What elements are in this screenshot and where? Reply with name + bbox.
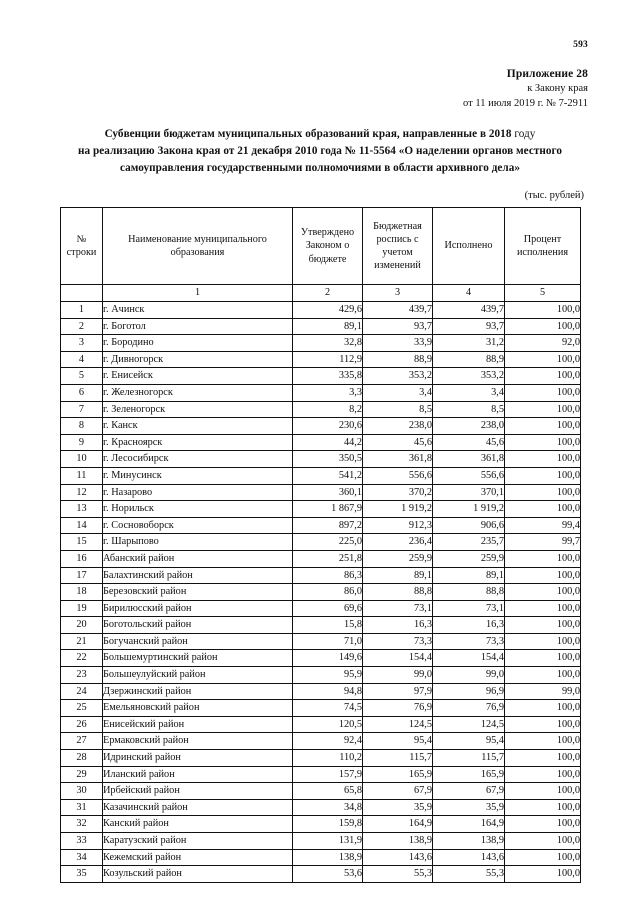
schedule-amount: 115,7 bbox=[363, 750, 433, 767]
percent-executed: 100,0 bbox=[505, 550, 581, 567]
row-number: 10 bbox=[61, 451, 103, 468]
municipality-name: Березовский район bbox=[103, 584, 293, 601]
colnum-2: 2 bbox=[293, 285, 363, 302]
municipality-name: Большеулуйский район bbox=[103, 667, 293, 684]
municipality-name: г. Канск bbox=[103, 418, 293, 435]
municipality-name: Ирбейский район bbox=[103, 783, 293, 800]
schedule-amount: 165,9 bbox=[363, 766, 433, 783]
executed-amount: 55,3 bbox=[433, 866, 505, 883]
table-row bbox=[61, 302, 581, 319]
approved-amount: 34,8 bbox=[293, 799, 363, 816]
header-schedule-l3: учетом bbox=[382, 247, 413, 258]
schedule-amount: 1 919,2 bbox=[363, 501, 433, 518]
municipality-name: г. Дивногорск bbox=[103, 351, 293, 368]
approved-amount: 225,0 bbox=[293, 534, 363, 551]
header-row bbox=[61, 208, 581, 285]
table-row bbox=[61, 401, 581, 418]
schedule-amount: 89,1 bbox=[363, 567, 433, 584]
approved-amount: 92,4 bbox=[293, 733, 363, 750]
table-row bbox=[61, 418, 581, 435]
row-number: 12 bbox=[61, 484, 103, 501]
executed-amount: 556,6 bbox=[433, 467, 505, 484]
executed-amount: 124,5 bbox=[433, 716, 505, 733]
row-number: 21 bbox=[61, 633, 103, 650]
table-row bbox=[61, 716, 581, 733]
percent-executed: 100,0 bbox=[505, 318, 581, 335]
schedule-amount: 370,2 bbox=[363, 484, 433, 501]
table-row bbox=[61, 600, 581, 617]
row-number: 5 bbox=[61, 368, 103, 385]
table-row bbox=[61, 816, 581, 833]
executed-amount: 259,9 bbox=[433, 550, 505, 567]
header-row-number bbox=[61, 208, 103, 285]
executed-amount: 370,1 bbox=[433, 484, 505, 501]
row-number: 32 bbox=[61, 816, 103, 833]
header-budget-schedule bbox=[363, 208, 433, 285]
schedule-amount: 16,3 bbox=[363, 617, 433, 634]
schedule-amount: 361,8 bbox=[363, 451, 433, 468]
table-row bbox=[61, 750, 581, 767]
header-municipality-name bbox=[103, 208, 293, 285]
row-number: 30 bbox=[61, 783, 103, 800]
schedule-amount: 97,9 bbox=[363, 683, 433, 700]
approved-amount: 251,8 bbox=[293, 550, 363, 567]
table-row bbox=[61, 451, 581, 468]
percent-executed: 100,0 bbox=[505, 351, 581, 368]
colnum-3: 3 bbox=[363, 285, 433, 302]
schedule-amount: 99,0 bbox=[363, 667, 433, 684]
approved-amount: 69,6 bbox=[293, 600, 363, 617]
percent-executed: 100,0 bbox=[505, 766, 581, 783]
table-head bbox=[61, 208, 581, 302]
row-number: 29 bbox=[61, 766, 103, 783]
table-row bbox=[61, 766, 581, 783]
approved-amount: 95,9 bbox=[293, 667, 363, 684]
executed-amount: 154,4 bbox=[433, 650, 505, 667]
column-numbering-row bbox=[61, 285, 581, 302]
approved-amount: 71,0 bbox=[293, 633, 363, 650]
table-row bbox=[61, 617, 581, 634]
executed-amount: 238,0 bbox=[433, 418, 505, 435]
executed-amount: 88,8 bbox=[433, 584, 505, 601]
table-row bbox=[61, 683, 581, 700]
percent-executed: 100,0 bbox=[505, 733, 581, 750]
approved-amount: 138,9 bbox=[293, 849, 363, 866]
table-row bbox=[61, 335, 581, 352]
percent-executed: 92,0 bbox=[505, 335, 581, 352]
table-row bbox=[61, 733, 581, 750]
table-row bbox=[61, 351, 581, 368]
percent-executed: 100,0 bbox=[505, 567, 581, 584]
executed-amount: 76,9 bbox=[433, 700, 505, 717]
schedule-amount: 95,4 bbox=[363, 733, 433, 750]
row-number: 31 bbox=[61, 799, 103, 816]
municipality-name: Балахтинский район bbox=[103, 567, 293, 584]
table-row bbox=[61, 833, 581, 850]
header-percent-executed bbox=[505, 208, 581, 285]
percent-executed: 99,0 bbox=[505, 683, 581, 700]
executed-amount: 89,1 bbox=[433, 567, 505, 584]
municipality-name: Ермаковский район bbox=[103, 733, 293, 750]
executed-amount: 1 919,2 bbox=[433, 501, 505, 518]
executed-amount: 439,7 bbox=[433, 302, 505, 319]
row-number: 18 bbox=[61, 584, 103, 601]
executed-amount: 73,3 bbox=[433, 633, 505, 650]
approved-amount: 1 867,9 bbox=[293, 501, 363, 518]
municipality-name: г. Зеленогорск bbox=[103, 401, 293, 418]
percent-executed: 100,0 bbox=[505, 451, 581, 468]
municipality-name: Канский район bbox=[103, 816, 293, 833]
municipality-name: Большемуртинский район bbox=[103, 650, 293, 667]
executed-amount: 8,5 bbox=[433, 401, 505, 418]
header-row-number-l2: строки bbox=[66, 247, 97, 258]
schedule-amount: 138,9 bbox=[363, 833, 433, 850]
document-title-line-1-main: Субвенции бюджетам муниципальных образований края, направленные в 2018 bbox=[104, 128, 512, 140]
row-number: 15 bbox=[61, 534, 103, 551]
table-row bbox=[61, 534, 581, 551]
executed-amount: 361,8 bbox=[433, 451, 505, 468]
executed-amount: 353,2 bbox=[433, 368, 505, 385]
schedule-amount: 67,9 bbox=[363, 783, 433, 800]
approved-amount: 110,2 bbox=[293, 750, 363, 767]
approved-amount: 15,8 bbox=[293, 617, 363, 634]
municipality-name: г. Лесосибирск bbox=[103, 451, 293, 468]
row-number: 17 bbox=[61, 567, 103, 584]
schedule-amount: 236,4 bbox=[363, 534, 433, 551]
percent-executed: 100,0 bbox=[505, 866, 581, 883]
municipality-name: г. Сосновоборск bbox=[103, 517, 293, 534]
percent-executed: 100,0 bbox=[505, 484, 581, 501]
row-number: 22 bbox=[61, 650, 103, 667]
percent-executed: 100,0 bbox=[505, 799, 581, 816]
header-row-number-l1: № bbox=[76, 233, 87, 245]
municipality-name: Кежемский район bbox=[103, 849, 293, 866]
schedule-amount: 3,4 bbox=[363, 384, 433, 401]
schedule-amount: 76,9 bbox=[363, 700, 433, 717]
approved-amount: 89,1 bbox=[293, 318, 363, 335]
municipality-name: Дзержинский район bbox=[103, 683, 293, 700]
appendix-header bbox=[463, 66, 588, 112]
schedule-amount: 912,3 bbox=[363, 517, 433, 534]
approved-amount: 3,3 bbox=[293, 384, 363, 401]
percent-executed: 100,0 bbox=[505, 401, 581, 418]
schedule-amount: 88,9 bbox=[363, 351, 433, 368]
approved-amount: 159,8 bbox=[293, 816, 363, 833]
row-number: 1 bbox=[61, 302, 103, 319]
municipality-name: Бирилюсский район bbox=[103, 600, 293, 617]
document-title-line-1 bbox=[40, 126, 600, 143]
percent-executed: 100,0 bbox=[505, 434, 581, 451]
units-label: (тыс. рублей) bbox=[524, 190, 584, 201]
municipality-name: г. Железногорск bbox=[103, 384, 293, 401]
table-row bbox=[61, 484, 581, 501]
executed-amount: 165,9 bbox=[433, 766, 505, 783]
approved-amount: 335,8 bbox=[293, 368, 363, 385]
row-number: 16 bbox=[61, 550, 103, 567]
percent-executed: 100,0 bbox=[505, 750, 581, 767]
appendix-to-law: к Закону края bbox=[527, 83, 588, 95]
executed-amount: 99,0 bbox=[433, 667, 505, 684]
table-row bbox=[61, 318, 581, 335]
schedule-amount: 124,5 bbox=[363, 716, 433, 733]
municipality-name: г. Красноярск bbox=[103, 434, 293, 451]
schedule-amount: 73,1 bbox=[363, 600, 433, 617]
header-schedule-l4: изменений bbox=[374, 260, 421, 272]
approved-amount: 94,8 bbox=[293, 683, 363, 700]
table-row bbox=[61, 783, 581, 800]
table-row bbox=[61, 567, 581, 584]
approved-amount: 541,2 bbox=[293, 467, 363, 484]
percent-executed: 100,0 bbox=[505, 617, 581, 634]
row-number: 7 bbox=[61, 401, 103, 418]
row-number: 23 bbox=[61, 667, 103, 684]
table-row bbox=[61, 650, 581, 667]
header-percent-l2: исполнения bbox=[516, 247, 569, 258]
row-number: 35 bbox=[61, 866, 103, 883]
percent-executed: 100,0 bbox=[505, 600, 581, 617]
row-number: 13 bbox=[61, 501, 103, 518]
executed-amount: 31,2 bbox=[433, 335, 505, 352]
table-row bbox=[61, 501, 581, 518]
municipality-name: Идринский район bbox=[103, 750, 293, 767]
percent-executed: 100,0 bbox=[505, 650, 581, 667]
schedule-amount: 73,3 bbox=[363, 633, 433, 650]
header-approved-l1: Утверждено bbox=[300, 227, 355, 239]
table-row bbox=[61, 799, 581, 816]
row-number: 3 bbox=[61, 335, 103, 352]
row-number: 27 bbox=[61, 733, 103, 750]
percent-executed: 100,0 bbox=[505, 302, 581, 319]
approved-amount: 53,6 bbox=[293, 866, 363, 883]
executed-amount: 143,6 bbox=[433, 849, 505, 866]
colnum-5: 5 bbox=[505, 285, 581, 302]
percent-executed: 100,0 bbox=[505, 501, 581, 518]
municipality-name: Абанский район bbox=[103, 550, 293, 567]
municipality-name: Иланский район bbox=[103, 766, 293, 783]
table-row bbox=[61, 517, 581, 534]
budget-table-container bbox=[60, 207, 580, 883]
percent-executed: 100,0 bbox=[505, 849, 581, 866]
schedule-amount: 93,7 bbox=[363, 318, 433, 335]
row-number: 34 bbox=[61, 849, 103, 866]
schedule-amount: 88,8 bbox=[363, 584, 433, 601]
table-body bbox=[61, 302, 581, 883]
row-number: 11 bbox=[61, 467, 103, 484]
percent-executed: 100,0 bbox=[505, 368, 581, 385]
header-percent-l1: Процент bbox=[523, 233, 562, 245]
approved-amount: 429,6 bbox=[293, 302, 363, 319]
row-number: 4 bbox=[61, 351, 103, 368]
executed-amount: 235,7 bbox=[433, 534, 505, 551]
schedule-amount: 55,3 bbox=[363, 866, 433, 883]
executed-amount: 16,3 bbox=[433, 617, 505, 634]
header-approved-l2: Законом о bbox=[305, 240, 350, 252]
executed-amount: 3,4 bbox=[433, 384, 505, 401]
approved-amount: 157,9 bbox=[293, 766, 363, 783]
document-title bbox=[40, 126, 600, 177]
header-executed-l1: Исполнено bbox=[444, 240, 493, 252]
executed-amount: 906,6 bbox=[433, 517, 505, 534]
colnum-1: 1 bbox=[103, 285, 293, 302]
row-number: 20 bbox=[61, 617, 103, 634]
executed-amount: 88,9 bbox=[433, 351, 505, 368]
table-row bbox=[61, 667, 581, 684]
executed-amount: 67,9 bbox=[433, 783, 505, 800]
percent-executed: 100,0 bbox=[505, 467, 581, 484]
municipality-name: г. Шарыпово bbox=[103, 534, 293, 551]
executed-amount: 96,9 bbox=[433, 683, 505, 700]
schedule-amount: 259,9 bbox=[363, 550, 433, 567]
executed-amount: 35,9 bbox=[433, 799, 505, 816]
municipality-name: г. Енисейск bbox=[103, 368, 293, 385]
municipality-name: г. Бородино bbox=[103, 335, 293, 352]
colnum-0 bbox=[61, 285, 103, 302]
municipality-name: Енисейский район bbox=[103, 716, 293, 733]
approved-amount: 350,5 bbox=[293, 451, 363, 468]
table-row bbox=[61, 584, 581, 601]
approved-amount: 86,0 bbox=[293, 584, 363, 601]
percent-executed: 100,0 bbox=[505, 783, 581, 800]
header-executed bbox=[433, 208, 505, 285]
municipality-name: Каратузский район bbox=[103, 833, 293, 850]
header-approved-l3: бюджете bbox=[308, 253, 347, 265]
row-number: 24 bbox=[61, 683, 103, 700]
approved-amount: 8,2 bbox=[293, 401, 363, 418]
schedule-amount: 45,6 bbox=[363, 434, 433, 451]
approved-amount: 112,9 bbox=[293, 351, 363, 368]
table-row bbox=[61, 467, 581, 484]
executed-amount: 138,9 bbox=[433, 833, 505, 850]
approved-amount: 120,5 bbox=[293, 716, 363, 733]
schedule-amount: 35,9 bbox=[363, 799, 433, 816]
schedule-amount: 143,6 bbox=[363, 849, 433, 866]
approved-amount: 131,9 bbox=[293, 833, 363, 850]
schedule-amount: 154,4 bbox=[363, 650, 433, 667]
appendix-law-reference: от 11 июля 2019 г. № 7-2911 bbox=[463, 98, 588, 110]
percent-executed: 100,0 bbox=[505, 667, 581, 684]
row-number: 8 bbox=[61, 418, 103, 435]
schedule-amount: 238,0 bbox=[363, 418, 433, 435]
row-number: 14 bbox=[61, 517, 103, 534]
percent-executed: 100,0 bbox=[505, 384, 581, 401]
percent-executed: 100,0 bbox=[505, 716, 581, 733]
page-number: 593 bbox=[573, 40, 588, 50]
municipality-name: г. Норильск bbox=[103, 501, 293, 518]
approved-amount: 74,5 bbox=[293, 700, 363, 717]
percent-executed: 99,7 bbox=[505, 534, 581, 551]
approved-amount: 65,8 bbox=[293, 783, 363, 800]
municipality-name: Козульский район bbox=[103, 866, 293, 883]
row-number: 28 bbox=[61, 750, 103, 767]
municipality-name: г. Минусинск bbox=[103, 467, 293, 484]
executed-amount: 95,4 bbox=[433, 733, 505, 750]
municipality-name: Боготольский район bbox=[103, 617, 293, 634]
document-title-line-1-tail: году bbox=[514, 128, 536, 140]
document-title-line-2: на реализацию Закона края от 21 декабря 2010 года № 11-5564 «О наделении органов местного bbox=[77, 145, 563, 158]
row-number: 9 bbox=[61, 434, 103, 451]
table-row bbox=[61, 368, 581, 385]
municipality-name: г. Ачинск bbox=[103, 302, 293, 319]
table-row bbox=[61, 849, 581, 866]
approved-amount: 32,8 bbox=[293, 335, 363, 352]
schedule-amount: 439,7 bbox=[363, 302, 433, 319]
executed-amount: 45,6 bbox=[433, 434, 505, 451]
percent-executed: 100,0 bbox=[505, 700, 581, 717]
table-row bbox=[61, 434, 581, 451]
executed-amount: 93,7 bbox=[433, 318, 505, 335]
header-schedule-l2: роспись с bbox=[376, 233, 419, 245]
row-number: 26 bbox=[61, 716, 103, 733]
document-title-line-3: самоуправления государственными полномочиями в области архивного дела» bbox=[119, 162, 521, 175]
approved-amount: 44,2 bbox=[293, 434, 363, 451]
municipality-name: Казачинский район bbox=[103, 799, 293, 816]
approved-amount: 897,2 bbox=[293, 517, 363, 534]
percent-executed: 99,4 bbox=[505, 517, 581, 534]
schedule-amount: 33,9 bbox=[363, 335, 433, 352]
row-number: 25 bbox=[61, 700, 103, 717]
row-number: 6 bbox=[61, 384, 103, 401]
approved-amount: 86,3 bbox=[293, 567, 363, 584]
approved-amount: 230,6 bbox=[293, 418, 363, 435]
header-municipality-name-l2: образования bbox=[170, 247, 225, 258]
municipality-name: г. Назарово bbox=[103, 484, 293, 501]
schedule-amount: 353,2 bbox=[363, 368, 433, 385]
executed-amount: 73,1 bbox=[433, 600, 505, 617]
percent-executed: 100,0 bbox=[505, 418, 581, 435]
percent-executed: 100,0 bbox=[505, 633, 581, 650]
executed-amount: 115,7 bbox=[433, 750, 505, 767]
table-row bbox=[61, 633, 581, 650]
percent-executed: 100,0 bbox=[505, 584, 581, 601]
row-number: 2 bbox=[61, 318, 103, 335]
colnum-4: 4 bbox=[433, 285, 505, 302]
table-row bbox=[61, 700, 581, 717]
table-row bbox=[61, 550, 581, 567]
header-schedule-l1: Бюджетная bbox=[373, 220, 422, 232]
percent-executed: 100,0 bbox=[505, 816, 581, 833]
row-number: 33 bbox=[61, 833, 103, 850]
percent-executed: 100,0 bbox=[505, 833, 581, 850]
row-number: 19 bbox=[61, 600, 103, 617]
municipality-name: г. Боготол bbox=[103, 318, 293, 335]
approved-amount: 360,1 bbox=[293, 484, 363, 501]
schedule-amount: 8,5 bbox=[363, 401, 433, 418]
municipality-name: Богучанский район bbox=[103, 633, 293, 650]
municipality-name: Емельяновский район bbox=[103, 700, 293, 717]
table-row bbox=[61, 866, 581, 883]
schedule-amount: 164,9 bbox=[363, 816, 433, 833]
header-municipality-name-l1: Наименование муниципального bbox=[128, 233, 267, 245]
appendix-title: Приложение 28 bbox=[506, 68, 588, 80]
budget-table bbox=[60, 207, 581, 883]
executed-amount: 164,9 bbox=[433, 816, 505, 833]
header-approved-by-law bbox=[293, 208, 363, 285]
table-row bbox=[61, 384, 581, 401]
schedule-amount: 556,6 bbox=[363, 467, 433, 484]
approved-amount: 149,6 bbox=[293, 650, 363, 667]
